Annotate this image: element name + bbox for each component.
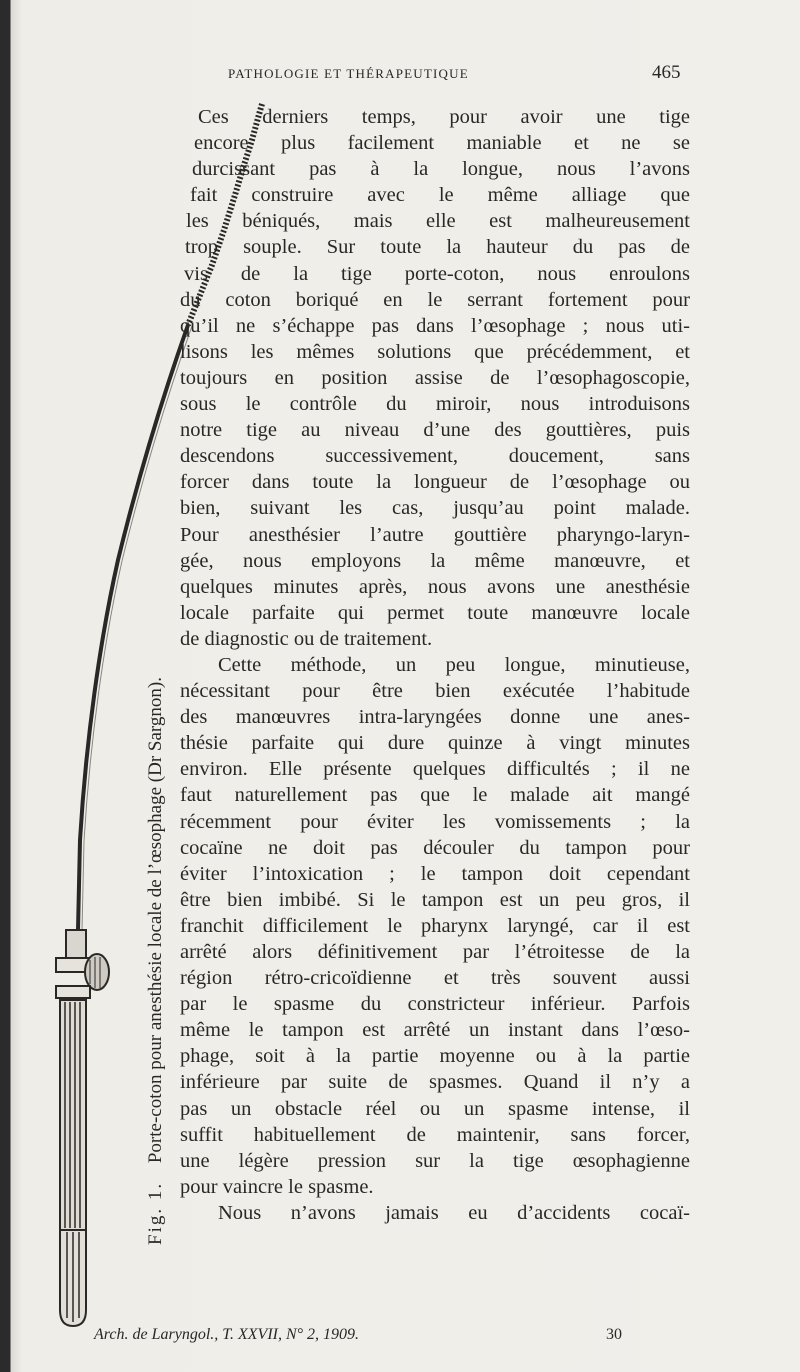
text-line: environ. Elle présente quelques difficultés ; il ne [180,758,690,781]
page-header [0,62,800,92]
text-line: lisons les mêmes solutions que précédemment, et [180,340,690,363]
text-line: quelques minutes après, nous avons une anesthésie [180,575,690,598]
text-line: toujours en position assise de l’œsophagoscopie, [180,366,690,389]
text-line: pour vaincre le spasme. [180,1175,374,1198]
text-line: sous le contrôle du miroir, nous introduisons [180,393,690,416]
citation: Arch. de Laryngol., T. XXVII, N° 2, 1909. [94,1326,360,1343]
text-line: thésie parfaite qui dure quinze à vingt minutes [180,732,690,755]
page-footer [0,1326,800,1350]
text-line: récemment pour éviter les vomissements ; la [180,810,690,833]
text-line: fait construire avec le même alliage que [190,184,690,207]
text-line: nécessitant pour être bien exécutée l’habitude [180,680,690,703]
instrument-handle [60,1000,86,1230]
text-line: faut naturellement pas que le malade ait mangé [180,784,690,807]
text-line: Nous n’avons jamais eu d’accidents cocaï- [218,1201,690,1224]
text-line: pas un obstacle réel ou un spasme intense, il [180,1097,690,1120]
text-line: gée, nous employons la même manœuvre, et [180,549,690,572]
footer-number: 30 [606,1326,622,1343]
text-line: vis de la tige porte-coton, nous enroulons [184,262,690,285]
text-line: encore plus facilement maniable et ne se [194,132,690,155]
text-line: les béniqués, mais elle est malheureusement [186,210,690,233]
text-line: cocaïne ne doit pas découler du tampon pour [180,836,690,859]
text-line: par le spasme du constricteur inférieur. Parfois [180,993,690,1016]
text-line: inférieure par suite de spasmes. Quand il n’y a [180,1071,690,1094]
text-line: durcissant pas à la longue, nous l’avons [192,158,690,181]
figure-caption [145,645,167,1245]
text-line: forcer dans toute la longueur de l’œsophage ou [180,471,690,494]
body-text [180,104,690,1226]
text-line: suffit habituellement de maintenir, sans forcer, [180,1123,690,1146]
text-line: des manœuvres intra-laryngées donne une anes- [180,706,690,729]
page-number: 465 [652,62,681,83]
text-line: arrêté alors définitivement par l’étroitesse de la [180,941,690,963]
text-line: de diagnostic ou de traitement. [180,627,433,650]
instrument-screw [85,954,109,990]
text-line: une légère pression sur la tige œsophagienne [180,1149,690,1172]
text-line: du coton boriqué en le serrant fortement pour [180,288,690,311]
text-line: descendons successivement, doucement, sans [180,445,690,468]
text-line: région rétro-cricoïdienne et très souvent aussi [180,967,690,990]
text-line: éviter l’intoxication ; le tampon doit cependant [180,862,690,885]
text-line: être bien imbibé. Si le tampon est un peu gros, il [180,888,690,911]
instrument-shaft [78,325,188,930]
text-line: locale parfaite qui permet toute manœuvre locale [180,601,690,624]
text-line: bien, suivant les cas, jusqu’au point malade. [180,497,690,520]
running-title: PATHOLOGIE ET THÉRAPEUTIQUE [228,66,469,81]
text-line: Ces derniers temps, pour avoir une tige [198,106,690,128]
instrument-collar [66,930,86,958]
figure-caption-text: Porte-coton pour anesthésie locale de l’œsophage (Dr Sargnon). [145,677,166,1164]
figure-label: Fig. 1. [145,1181,166,1245]
text-line: trop souple. Sur toute la hauteur du pas de [185,236,690,259]
text-line: franchit difficilement le pharynx laryngé, car il est [180,914,690,937]
text-line: Cette méthode, un peu longue, minutieuse, [218,653,690,676]
text-line: qu’il ne s’échappe pas dans l’œsophage ; nous uti- [180,314,690,337]
text-line: Pour anesthésier l’autre gouttière pharyngo-laryn- [180,523,690,546]
text-line: phage, soit à la partie moyenne ou à la partie [180,1045,690,1068]
text-line: notre tige au niveau d’une des gouttières, puis [180,419,690,442]
text-line: même le tampon est arrêté un instant dans l’œso- [180,1019,690,1042]
